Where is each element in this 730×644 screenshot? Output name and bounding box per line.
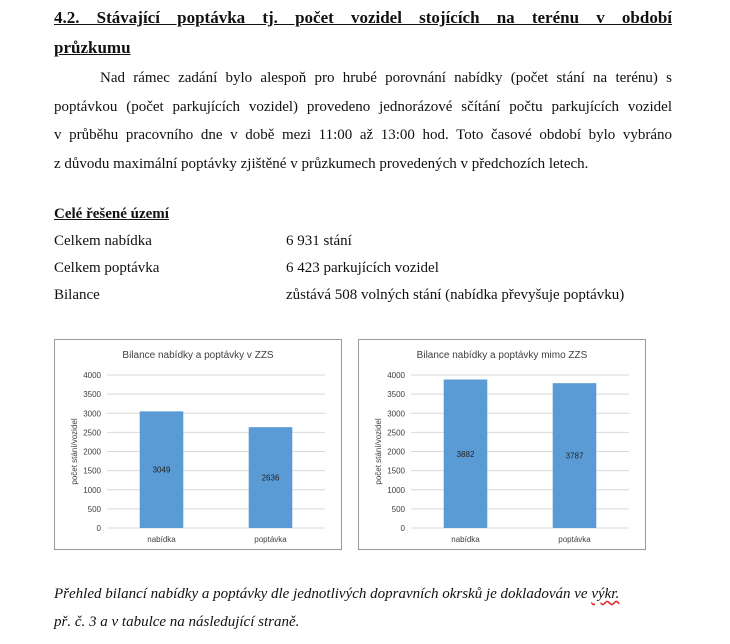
footnote-text: Přehled bilancí nabídky a poptávky dle jednotlivých dopravních okrsků je dokladován ve (54, 586, 592, 602)
summary-label: Celkem nabídka (54, 233, 152, 249)
y-tick-label: 0 (96, 524, 101, 533)
bar-chart-outside-zzs-svg (359, 340, 645, 549)
x-tick-label: poptávka (254, 535, 287, 544)
summary-label: Bilance (54, 287, 100, 303)
bar-data-label: 2636 (261, 473, 280, 483)
y-axis-label: počet stání/vozidel (374, 418, 383, 485)
summary-table (54, 231, 694, 312)
y-tick-label: 4000 (83, 371, 101, 380)
y-tick-label: 2000 (387, 447, 405, 457)
y-tick-label: 3000 (83, 409, 101, 419)
bar-data-label: 3787 (565, 451, 584, 461)
summary-row-balance (54, 285, 694, 312)
x-tick-label: nabídka (451, 535, 480, 544)
y-tick-label: 1500 (83, 466, 101, 476)
y-tick-label: 1000 (387, 485, 405, 495)
summary-value: 6 931 stání (286, 233, 352, 249)
x-tick-label: poptávka (558, 535, 591, 544)
y-tick-label: 0 (400, 524, 405, 533)
bar-chart-zzs (54, 339, 342, 550)
y-tick-label: 1500 (387, 466, 405, 476)
summary-row-supply (54, 231, 694, 258)
y-tick-label: 500 (391, 504, 405, 514)
summary-row-demand (54, 258, 694, 285)
paragraph-line: poptávkou (počet parkujících vozidel) provedeno jednorázové sčítání počtu parkujících vozidel (54, 98, 672, 115)
summary-label: Celkem poptávka (54, 260, 160, 276)
summary-title: Celé řešené území (54, 206, 169, 222)
y-tick-label: 3000 (387, 409, 405, 419)
bar-chart-outside-zzs (358, 339, 646, 550)
footnote (54, 580, 674, 636)
y-tick-label: 3500 (83, 390, 101, 400)
footnote-text-line2: př. č. 3 a v tabulce na následující straně. (54, 614, 300, 630)
y-tick-label: 1000 (83, 485, 101, 495)
y-tick-label: 2500 (387, 428, 405, 438)
y-tick-label: 3500 (387, 390, 405, 400)
section-heading: 4.2. Stávající poptávka tj. počet vozidel stojících na terénu v období (54, 8, 672, 27)
y-tick-label: 4000 (387, 371, 405, 380)
y-axis-label: počet stání/vozidel (70, 418, 79, 485)
paragraph-line: z důvodu maximální poptávky zjištěné v průzkumech provedených v předchozích letech. (54, 155, 589, 172)
y-tick-label: 2500 (83, 428, 101, 438)
bar-data-label: 3049 (152, 465, 171, 475)
bar-chart-zzs-svg (55, 340, 341, 549)
footnote-spellcheck-word: výkr. (591, 586, 620, 602)
y-tick-label: 500 (87, 504, 101, 514)
chart-title: Bilance nabídky a poptávky v ZZS (122, 350, 274, 361)
section-heading-continuation: průzkumu (54, 38, 131, 57)
y-tick-label: 2000 (83, 447, 101, 457)
bar-data-label: 3882 (456, 449, 475, 459)
summary-value: 6 423 parkujících vozidel (286, 260, 439, 276)
summary-value: zůstává 508 volných stání (nabídka převyšuje poptávku) (286, 287, 625, 303)
paragraph-line: Nad rámec zadání bylo alespoň pro hrubé porovnání nabídky (počet stání na terénu) s (100, 70, 672, 86)
paragraph-line: v průběhu pracovního dne v době mezi 11:00 až 13:00 hod. Toto časové období bylo vybráno (54, 127, 672, 143)
chart-title: Bilance nabídky a poptávky mimo ZZS (416, 350, 588, 361)
x-tick-label: nabídka (147, 535, 176, 544)
intro-paragraph (54, 64, 672, 178)
